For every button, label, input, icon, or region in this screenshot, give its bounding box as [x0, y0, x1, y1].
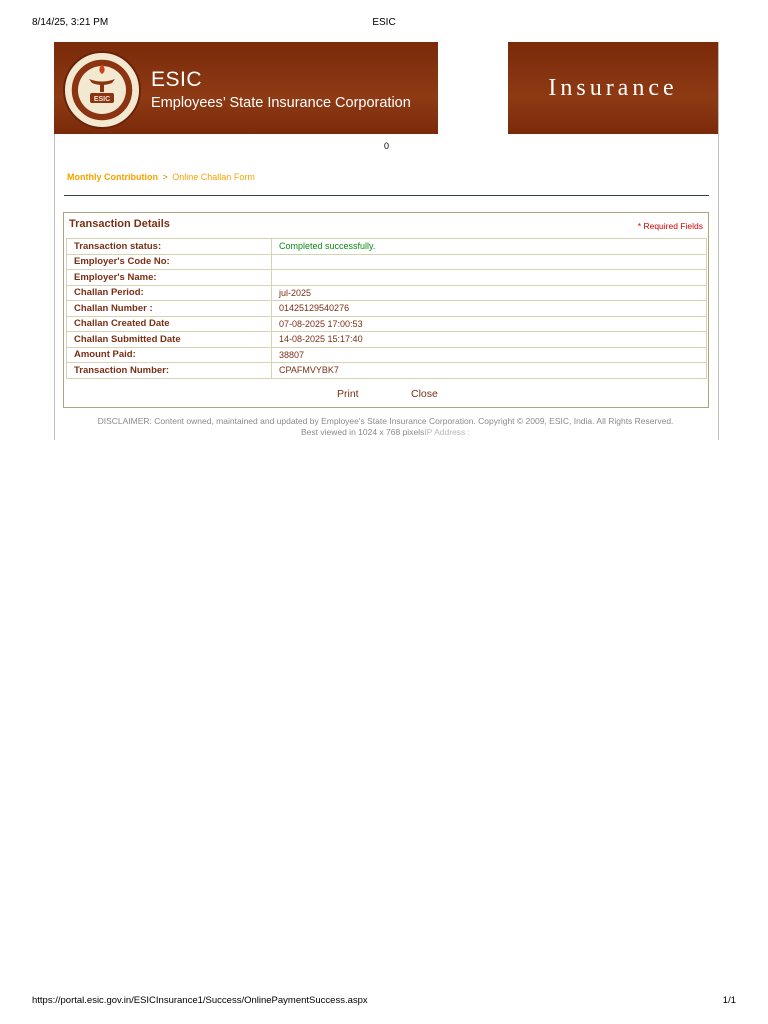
breadcrumb-current: Online Challan Form: [172, 172, 255, 182]
table-row: [67, 301, 707, 317]
disclaimer-text: DISCLAIMER: Content owned, maintained and updated by Employee's State Insurance Corporation. Copyright © 2009, ESIC, India. All Rights Reserved.: [97, 416, 674, 426]
disclaimer: [54, 416, 717, 438]
disclaimer-second-line: [54, 427, 717, 438]
table-row: [67, 347, 707, 363]
table-row: [67, 363, 707, 379]
print-button[interactable]: Print: [337, 388, 359, 400]
row-label: Challan Created Date: [67, 316, 272, 332]
print-date: 8/14/25, 3:21 PM: [32, 17, 109, 28]
esic-logo-icon: [62, 50, 142, 130]
row-label: Challan Period:: [67, 285, 272, 301]
row-label: Amount Paid:: [67, 347, 272, 363]
row-label: Transaction Number:: [67, 363, 272, 379]
best-viewed-text: Best viewed in 1024 x 768 pixels: [300, 427, 425, 437]
close-button[interactable]: Close: [411, 388, 438, 400]
row-value: Completed successfully.: [272, 239, 707, 255]
transaction-table: [66, 238, 707, 379]
table-row: [67, 316, 707, 332]
breadcrumb: [67, 172, 255, 182]
breadcrumb-parent[interactable]: Monthly Contribution: [67, 172, 158, 182]
brand-full-name: Employees’ State Insurance Corporation: [151, 95, 411, 111]
counter-text: 0: [384, 141, 390, 151]
table-row: [67, 239, 707, 255]
row-value: 38807: [272, 347, 707, 363]
row-label: Employer's Code No:: [67, 254, 272, 270]
row-value: 07-08-2025 17:00:53: [272, 316, 707, 332]
banner-side-word: Insurance: [548, 75, 678, 101]
row-label: Transaction status:: [67, 239, 272, 255]
row-label: Challan Number :: [67, 301, 272, 317]
row-label: Employer's Name:: [67, 270, 272, 286]
required-fields-note: * Required Fields: [637, 221, 703, 231]
table-row: [67, 254, 707, 270]
table-row: [67, 270, 707, 286]
section-title: Transaction Details: [69, 218, 170, 230]
page-number: 1/1: [722, 995, 736, 1006]
print-footer: [32, 995, 736, 1009]
row-value: jul-2025: [272, 285, 707, 301]
table-row: [67, 285, 707, 301]
row-value: [272, 254, 707, 270]
row-value: 01425129540276: [272, 301, 707, 317]
table-row: [67, 332, 707, 348]
print-title: ESIC: [372, 17, 396, 28]
row-label: Challan Submitted Date: [67, 332, 272, 348]
action-bar: [63, 388, 709, 402]
row-value: CPAFMVYBK7: [272, 363, 707, 379]
divider: [64, 195, 709, 196]
print-header: [32, 17, 736, 31]
page-url: https://portal.esic.gov.in/ESICInsurance1/Success/OnlinePaymentSuccess.aspx: [32, 995, 368, 1006]
breadcrumb-separator: >: [162, 172, 168, 182]
logo-text: ESIC: [93, 96, 111, 103]
row-value: [272, 270, 707, 286]
ip-address-label: IP Address :: [424, 427, 470, 437]
row-value: 14-08-2025 15:17:40: [272, 332, 707, 348]
brand-name: ESIC: [151, 68, 203, 91]
